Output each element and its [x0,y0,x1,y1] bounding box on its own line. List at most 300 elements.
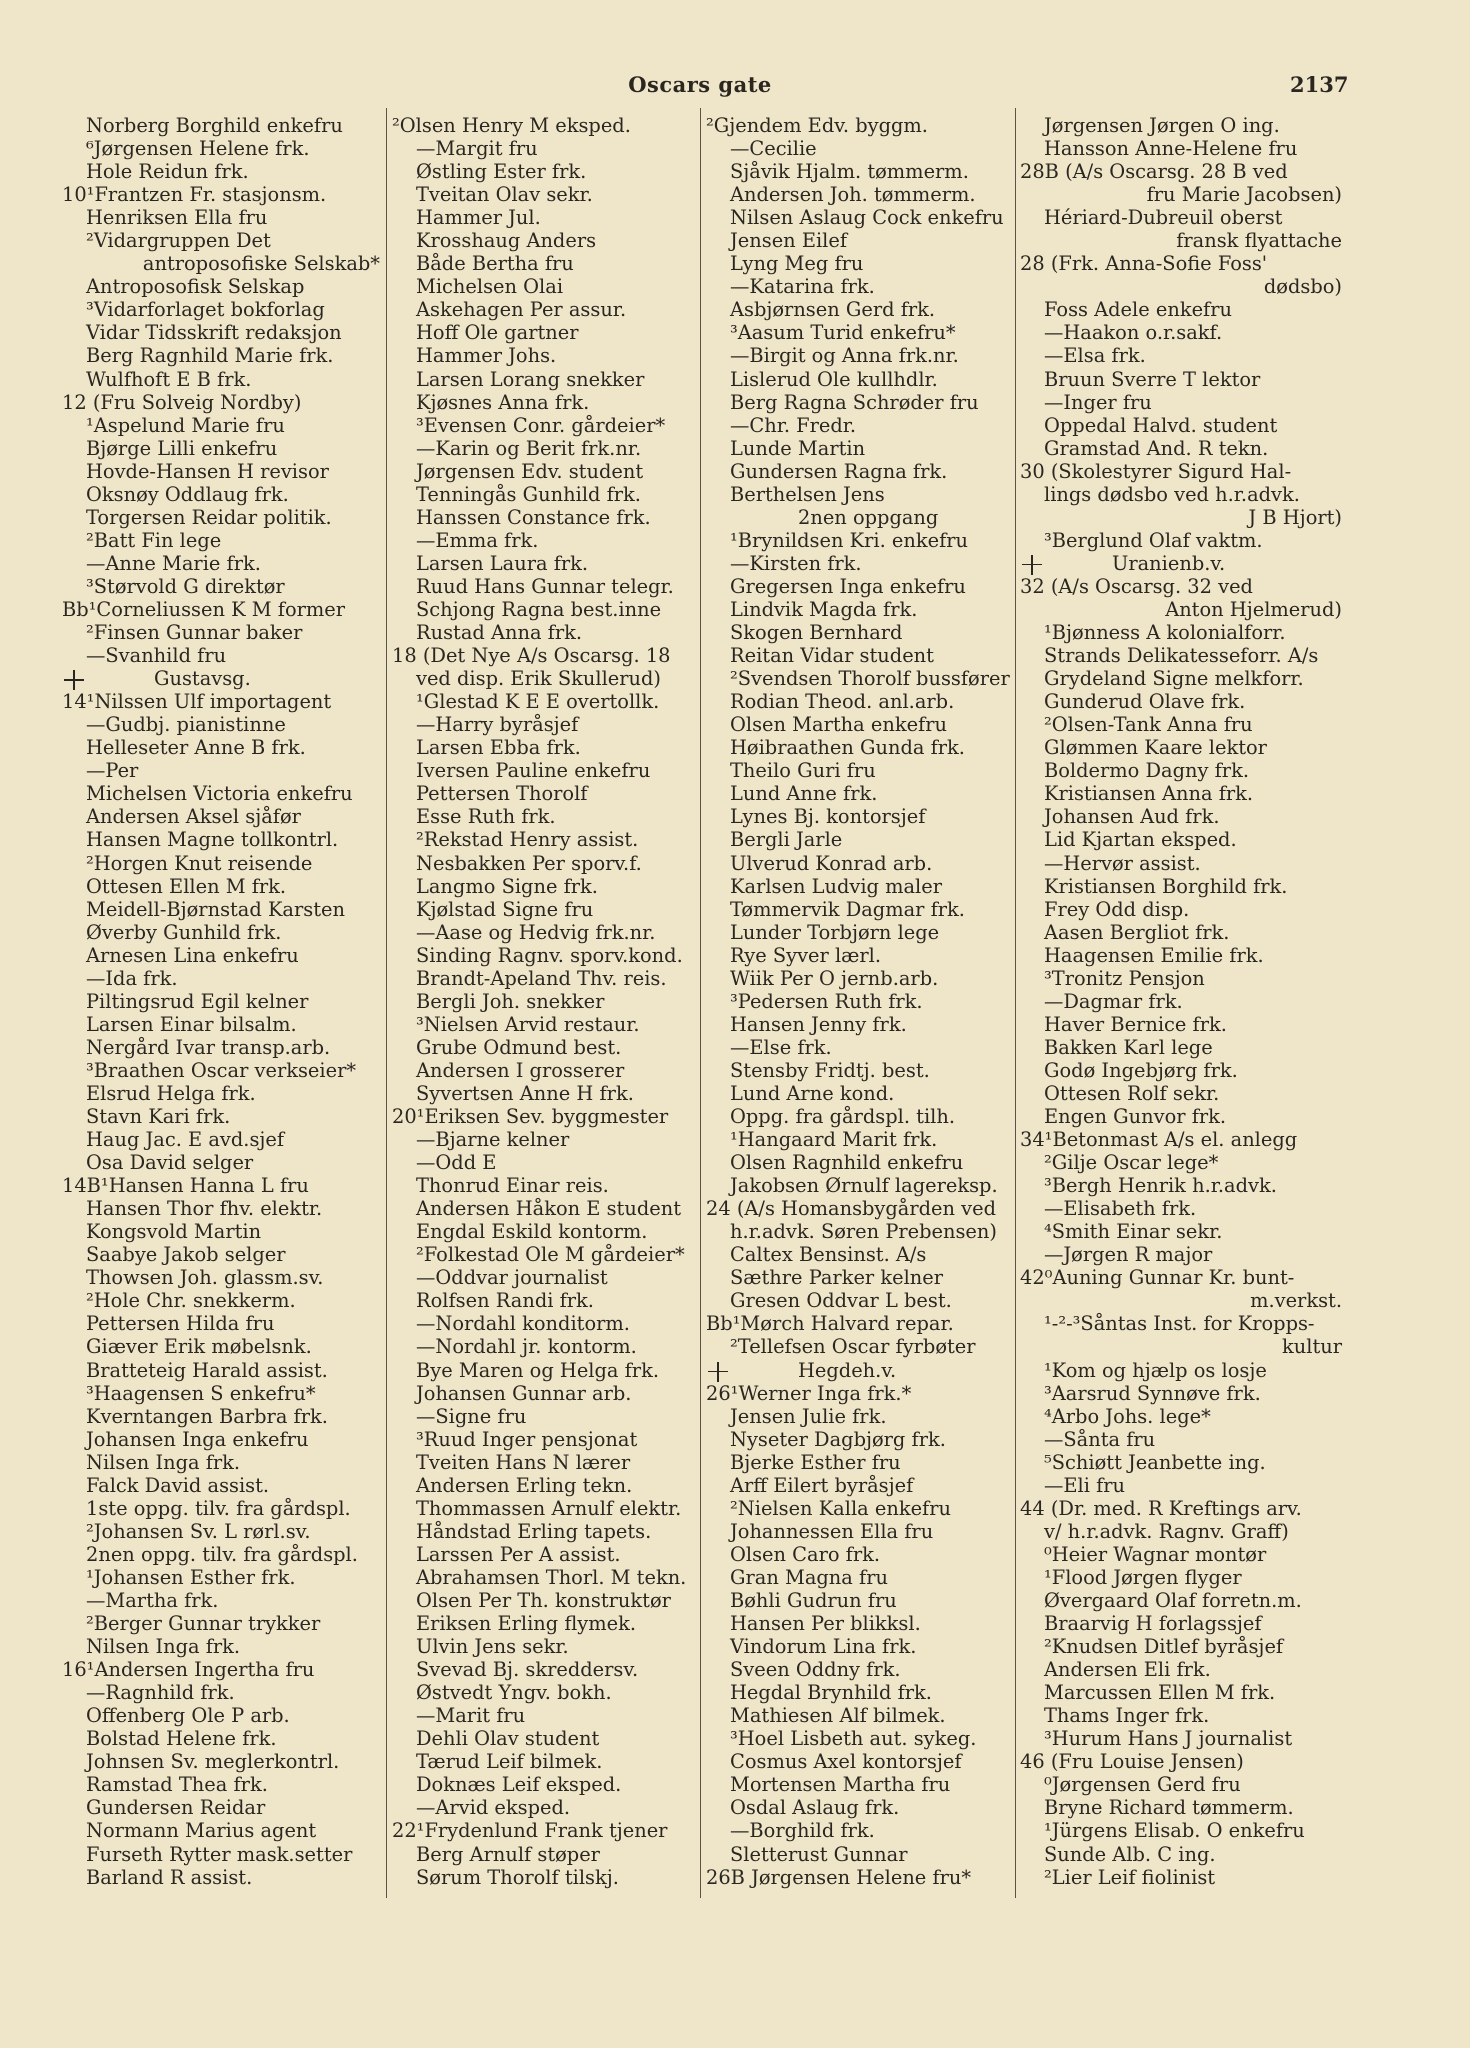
directory-entry: ³Tronitz Pensjon [1044,966,1205,990]
directory-entry: Rolfsen Randi frk. [416,1289,594,1313]
directory-entry: —Karin og Berit frk.nr. [416,436,642,460]
directory-column-3 [706,114,1024,1889]
directory-entry: Thowsen Joh. glassm.sv. [86,1266,324,1290]
cross-street-name: Uranienb.v. [1112,551,1226,575]
directory-entry: Hammer Jul. [416,206,541,230]
directory-entry: Boldermo Dagny frk. [1044,759,1249,783]
directory-entry: Brandt-Apeland Thv. reis. [416,966,667,990]
directory-entry: 26B Jørgensen Helene fru* [706,1865,972,1889]
directory-entry: ³Braathen Oscar verkseier* [86,1058,357,1082]
directory-entry: Kverntangen Barbra frk. [86,1404,328,1428]
directory-entry: —Gudbj. pianistinne [86,713,286,737]
directory-entry: Andersen Joh. tømmerm. [730,183,976,207]
directory-entry: fransk flyattache [1176,229,1342,253]
directory-entry: Andersen Aksel sjåfør [86,805,301,829]
directory-entry: —Cecilie [730,137,817,161]
directory-entry: Rye Syver lærl. [730,943,882,967]
column-divider [386,108,387,1898]
directory-entry: Stensby Fridtj. best. [730,1058,930,1082]
directory-entry: ²Batt Fin lege [86,528,222,552]
directory-entry: Caltex Bensinst. A/s [730,1243,927,1267]
directory-entry: Thommassen Arnulf elektr. [416,1496,682,1520]
directory-entry: Rustad Anna frk. [416,621,583,645]
directory-entry: Kongsvold Martin [86,1220,262,1244]
directory-entry: Sinding Ragnv. sporv.kond. [416,943,683,967]
directory-entry: Sjåvik Hjalm. tømmerm. [730,160,969,184]
directory-entry: lings dødsbo ved h.r.advk. [1044,482,1300,506]
directory-entry: Foss Adele enkefru [1044,298,1232,322]
directory-entry: Hovde-Hansen H revisor [86,459,329,483]
directory-entry: ²Olsen-Tank Anna fru [1044,713,1253,737]
directory-entry: Nilsen Aslaug Cock enkefru [730,206,1004,230]
directory-entry: Hansen Per blikksl. [730,1612,921,1636]
directory-entry: 46 (Fru Louise Jensen) [1020,1750,1244,1774]
directory-entry: J B Hjort) [1248,505,1342,529]
directory-entry: —Arvid eksped. [416,1796,571,1820]
directory-entry: Cosmus Axel kontorsjef [730,1750,962,1774]
directory-entry: Bergli Jarle [730,828,843,852]
directory-entry: Thams Inger frk. [1044,1704,1210,1728]
directory-entry: Engen Gunvor frk. [1044,1105,1227,1129]
directory-entry: —Ida frk. [86,966,178,990]
directory-entry: ³Aarsrud Synnøve frk. [1044,1381,1261,1405]
directory-entry: ¹-²-³Såntas Inst. for Kropps- [1044,1312,1315,1336]
directory-entry: Olsen Martha enkefru [730,713,947,737]
directory-entry: Doknæs Leif eksped. [416,1773,622,1797]
directory-entry: ⁰Heier Wagnar montør [1044,1542,1267,1566]
directory-entry: Nyseter Dagbjørg frk. [730,1427,946,1451]
directory-entry: —Nordahl jr. kontorm. [416,1335,637,1359]
directory-entry: antroposofiske Selskab* [142,252,380,276]
directory-entry: m.verkst. [1250,1289,1342,1313]
directory-entry: ²Knudsen Ditlef byråsjef [1044,1635,1284,1659]
directory-entry: —Elsa frk. [1044,344,1146,368]
directory-entry: v/ h.r.advk. Ragnv. Graff) [1044,1519,1289,1543]
directory-entry: Skogen Bernhard [730,621,903,645]
directory-entry: 2nen oppgang [798,505,939,529]
page-title: Oscars gate [628,72,772,97]
directory-entry: h.r.advk. Søren Prebensen) [730,1220,997,1244]
directory-entry: —Svanhild fru [86,644,227,668]
directory-entry: Frey Odd disp. [1044,897,1190,921]
directory-entry: Norberg Borghild enkefru [86,114,343,137]
directory-entry: ²Svendsen Thorolf bussfører [730,667,1010,691]
directory-entry: Bjørge Lilli enkefru [86,436,278,460]
directory-entry: Piltingsrud Egil kelner [86,989,309,1013]
directory-entry: 44 (Dr. med. R Kreftings arv. [1020,1496,1302,1520]
directory-entry: Vidar Tidsskrift redaksjon [86,321,342,345]
directory-entry: Abrahamsen Thorl. M tekn. [416,1565,687,1589]
directory-entry: Gregersen Inga enkefru [730,574,966,598]
directory-entry: 28B (A/s Oscarsg. 28 B ved [1020,160,1288,184]
directory-entry: Iversen Pauline enkefru [416,759,651,783]
directory-entry: Elsrud Helga frk. [86,1081,256,1105]
directory-entry: Andersen I grosserer [416,1058,625,1082]
directory-entry: ¹Bjønness A kolonialforr. [1044,621,1286,645]
directory-entry: 12 (Fru Solveig Nordby) [62,390,302,414]
directory-entry: ³Evensen Conr. gårdeier* [416,413,666,437]
directory-entry: ²Rekstad Henry assist. [416,828,639,852]
directory-entry: Jakobsen Ørnulf lagereksp. [730,1174,998,1198]
directory-entry: ¹Flood Jørgen flyger [1044,1565,1242,1589]
directory-entry: Lynes Bj. kontorsjef [730,805,926,829]
directory-entry: —Harry byråsjef [416,713,579,737]
directory-entry: Giæver Erik møbelsnk. [86,1335,312,1359]
directory-entry: Haagensen Emilie frk. [1044,943,1264,967]
directory-entry: Gran Magna fru [730,1565,888,1589]
directory-entry: 18 (Det Nye A/s Oscarsg. 18 [392,644,671,668]
directory-entry: —Sånta fru [1044,1427,1156,1451]
directory-entry: Berthelsen Jens [730,482,885,506]
directory-entry: Hanssen Constance frk. [416,505,651,529]
directory-entry: Marcussen Ellen M frk. [1044,1681,1276,1705]
directory-entry: Kristiansen Borghild frk. [1044,874,1288,898]
directory-entry: ³Pedersen Ruth frk. [730,989,923,1013]
directory-entry: Meidell-Bjørnstad Karsten [86,897,345,921]
directory-entry: Hansen Magne tollkontrl. [86,828,339,852]
directory-entry: —Chr. Fredr. [730,413,857,437]
directory-entry: —Jørgen R major [1044,1243,1213,1267]
directory-entry: Gunderud Olave frk. [1044,690,1246,714]
directory-column-2 [392,114,710,1889]
directory-entry: dødsbo) [1263,275,1342,299]
directory-entry: Langmo Signe frk. [416,874,598,898]
directory-entry: —Birgit og Anna frk.nr. [730,344,959,368]
directory-entry: Hériard-Dubreuil oberst [1044,206,1283,230]
directory-entry: Bb¹Corneliussen K M former [62,597,346,621]
directory-entry: Østling Ester frk. [416,160,587,184]
directory-entry: ¹Aspelund Marie fru [86,413,285,437]
directory-entry: Bb¹Mørch Halvard repar. [706,1312,954,1336]
directory-entry: Helleseter Anne B frk. [86,736,306,760]
directory-column-1 [62,114,380,1889]
directory-entry: ¹Glestad K E E overtollk. [416,690,660,714]
directory-entry: Jørgensen Edv. student [416,459,644,483]
directory-entry: Nergård Ivar transp.arb. [86,1035,331,1059]
directory-entry: ³Hurum Hans J journalist [1044,1727,1293,1751]
directory-entry: Bjerke Esther fru [730,1450,901,1474]
directory-entry: Mortensen Martha fru [730,1773,951,1797]
directory-entry: Larsen Lorang snekker [416,367,645,391]
directory-entry: ³Hoel Lisbeth aut. sykeg. [730,1727,977,1751]
directory-entry: Bruun Sverre T lektor [1044,367,1261,391]
directory-entry: Ottesen Ellen M frk. [86,874,287,898]
directory-entry: ³Ruud Inger pensjonat [416,1427,638,1451]
directory-entry: Ruud Hans Gunnar telegr. [416,574,674,598]
directory-entry: Kjøsnes Anna frk. [416,390,590,414]
directory-entry: Falck David assist. [86,1473,270,1497]
directory-entry: Haver Bernice frk. [1044,1012,1227,1036]
directory-entry: Osdal Aslaug frk. [730,1796,900,1820]
directory-entry: 2nen oppg. tilv. fra gårdspl. [86,1542,358,1566]
directory-entry: kultur [1282,1335,1342,1359]
directory-entry: —Dagmar frk. [1044,989,1183,1013]
directory-entry: Krosshaug Anders [416,229,597,253]
directory-entry: Sveen Oddny frk. [730,1658,901,1682]
directory-entry: Øverby Gunhild frk. [86,920,282,944]
directory-entry: Gramstad And. R tekn. [1044,436,1269,460]
directory-entry: 42⁰Auning Gunnar Kr. bunt- [1020,1266,1295,1290]
directory-entry: Saabye Jakob selger [86,1243,286,1267]
directory-entry: Syvertsen Anne H frk. [416,1081,634,1105]
directory-entry: Hole Reidun frk. [86,160,249,184]
directory-entry: Olsen Caro frk. [730,1542,881,1566]
directory-entry: Wiik Per O jernb.arb. [730,966,939,990]
directory-entry: ³Størvold G direktør [86,574,285,598]
directory-entry: ²Berger Gunnar trykker [86,1612,321,1636]
cross-street-entry [706,1359,1024,1382]
directory-entry: Johansen Aud frk. [1044,805,1220,829]
directory-entry: Ottesen Rolf sekr. [1044,1081,1220,1105]
directory-entry: Furseth Rytter mask.setter [86,1842,353,1866]
directory-entry: Hoff Ole gartner [416,321,579,345]
directory-entry: Larsen Laura frk. [416,551,589,575]
directory-entry: 16¹Andersen Ingertha fru [62,1658,315,1682]
directory-entry: Oppedal Halvd. student [1044,413,1278,437]
directory-entry: Andersen Håkon E student [416,1197,681,1221]
directory-entry: ⁰Jørgensen Gerd fru [1044,1773,1241,1797]
directory-entry: 10¹Frantzen Fr. stasjonsm. [62,183,327,207]
cross-street-icon [706,1362,730,1382]
directory-entry: Dehli Olav student [416,1727,600,1751]
directory-entry: Hansen Thor fhv. elektr. [86,1197,323,1221]
directory-entry: Ramstad Thea frk. [86,1773,268,1797]
directory-entry: ²Vidargruppen Det [86,229,271,253]
directory-entry: Andersen Erling tekn. [416,1473,633,1497]
directory-entry: —Anne Marie frk. [86,551,261,575]
directory-entry: Nilsen Inga frk. [86,1635,241,1659]
directory-entry: Sæthre Parker kelner [730,1266,944,1290]
directory-entry: Asbjørnsen Gerd frk. [730,298,936,322]
directory-entry: Aasen Bergliot frk. [1044,920,1230,944]
directory-entry: ¹Jürgens Elisab. O enkefru [1044,1819,1305,1843]
directory-entry: Esse Ruth frk. [416,805,556,829]
directory-entry: 20¹Eriksen Sev. byggmester [392,1105,669,1129]
directory-entry: Andersen Eli frk. [1044,1658,1211,1682]
directory-entry: 34¹Betonmast A/s el. anlegg [1020,1128,1298,1152]
directory-entry: —Inger fru [1044,390,1152,414]
directory-entry: Oppg. fra gårdspl. tilh. [730,1105,956,1129]
directory-entry: Hansson Anne-Helene fru [1044,137,1298,161]
directory-entry: Nilsen Inga frk. [86,1450,241,1474]
directory-entry: Tømmervik Dagmar frk. [730,897,965,921]
directory-entry: Askehagen Per assur. [416,298,627,322]
directory-entry: ⁵Schiøtt Jeanbette ing. [1044,1450,1266,1474]
directory-entry: ²Gjendem Edv. byggm. [706,114,928,137]
directory-entry: ⁴Arbo Johs. lege* [1044,1404,1211,1428]
directory-entry: ³Vidarforlaget bokforlag [86,298,325,322]
directory-entry: —Margit fru [416,137,538,161]
directory-entry: Johansen Gunnar arb. [416,1381,632,1405]
directory-entry: Grube Odmund best. [416,1035,622,1059]
directory-entry: Jensen Julie frk. [730,1404,887,1428]
directory-entry: Ulvin Jens sekr. [416,1635,569,1659]
directory-entry: Svevad Bj. skreddersv. [416,1658,639,1682]
directory-entry: Thonrud Einar reis. [416,1174,609,1198]
directory-entry: ³Aasum Turid enkefru* [730,321,956,345]
directory-entry: ²Gilje Oscar lege* [1044,1151,1219,1175]
directory-entry: ved disp. Erik Skullerud) [416,667,661,691]
directory-entry: ²Hole Chr. snekkerm. [86,1289,296,1313]
directory-entry: Wulfhoft E B frk. [86,367,252,391]
directory-entry: ²Nielsen Kalla enkefru [730,1496,951,1520]
directory-entry: Både Bertha fru [416,252,574,276]
directory-entry: Hegdal Brynhild frk. [730,1681,932,1705]
directory-entry: Høibraathen Gunda frk. [730,736,965,760]
directory-entry: ³Bergh Henrik h.r.advk. [1044,1174,1277,1198]
directory-entry: Lyng Meg fru [730,252,864,276]
directory-entry: Theilo Guri fru [730,759,876,783]
directory-entry: Lunder Torbjørn lege [730,920,940,944]
directory-entry: —Else frk. [730,1035,832,1059]
directory-entry: ²Lier Leif fiolinist [1044,1865,1216,1889]
directory-entry: Bye Maren og Helga frk. [416,1358,659,1382]
directory-entry: Osa David selger [86,1151,254,1175]
directory-entry: —Signe fru [416,1404,527,1428]
directory-entry: —Aase og Hedvig frk.nr. [416,920,656,944]
directory-entry: —Hervør assist. [1044,851,1201,875]
directory-entry: Lund Anne frk. [730,782,878,806]
directory-entry: ¹Kom og hjælp os losje [1044,1358,1267,1382]
directory-entry: —Bjarne kelner [416,1128,570,1152]
directory-entry: ⁶Jørgensen Helene frk. [86,137,310,161]
cross-street-icon [1020,555,1044,575]
directory-entry: Sletterust Gunnar [730,1842,908,1866]
directory-entry: Kristiansen Anna frk. [1044,782,1254,806]
directory-entry: Lid Kjartan eksped. [1044,828,1237,852]
directory-entry: Normann Marius agent [86,1819,317,1843]
directory-entry: Arnesen Lina enkefru [86,943,299,967]
directory-entry: 22¹Frydenlund Frank tjener [392,1819,668,1843]
directory-entry: —Emma frk. [416,528,539,552]
directory-entry: Bolstad Helene frk. [86,1727,277,1751]
directory-entry: Anton Hjelmerud) [1165,597,1342,621]
directory-entry: Mathiesen Alf bilmek. [730,1704,946,1728]
directory-entry: Lund Arne kond. [730,1081,895,1105]
directory-entry: ¹Johansen Esther frk. [86,1565,296,1589]
directory-entry: Schjong Ragna best.inne [416,597,662,621]
directory-entry: ²Finsen Gunnar baker [86,621,303,645]
directory-entry: —Katarina frk. [730,275,875,299]
directory-entry: Michelsen Victoria enkefru [86,782,353,806]
directory-entry: Larssen Per A assist. [416,1542,621,1566]
directory-entry: —Martha frk. [86,1589,219,1612]
directory-entry: 30 (Skolestyrer Sigurd Hal- [1020,459,1292,483]
directory-entry: Sunde Alb. C ing. [1044,1842,1216,1866]
directory-entry: Larsen Einar bilsalm. [86,1012,297,1036]
directory-entry: Bøhli Gudrun fru [730,1589,897,1612]
directory-entry: ²Johansen Sv. L rørl.sv. [86,1519,311,1543]
directory-entry: Reitan Vidar student [730,644,934,668]
directory-entry: Berg Arnulf støper [416,1842,600,1866]
directory-entry: Braarvig H forlagssjef [1044,1612,1262,1636]
directory-entry: Olsen Per Th. konstruktør [416,1589,671,1612]
directory-entry: —Oddvar journalist [416,1266,608,1290]
directory-entry: Lindvik Magda frk. [730,597,918,621]
directory-entry: Johansen Inga enkefru [86,1427,309,1451]
directory-entry: Berg Ragnhild Marie frk. [86,344,334,368]
directory-entry: Torgersen Reidar politik. [86,505,332,529]
page-number: 2137 [1290,72,1349,97]
directory-entry: —Ragnhild frk. [86,1681,235,1705]
cross-street-entry [62,667,380,690]
directory-entry: Bergli Joh. snekker [416,989,605,1013]
directory-entry: Antroposofisk Selskap [86,275,305,299]
directory-entry: Gundersen Ragna frk. [730,459,948,483]
directory-entry: ¹Hangaard Marit frk. [730,1128,938,1152]
directory-entry: ³Haagensen S enkefru* [86,1381,316,1405]
directory-entry: 32 (A/s Oscarsg. 32 ved [1020,574,1253,598]
directory-entry: Godø Ingebjørg frk. [1044,1058,1238,1082]
directory-entry: Pettersen Thorolf [416,782,588,806]
directory-entry: 24 (A/s Homansbygården ved [706,1197,997,1221]
directory-entry: 28 (Frk. Anna-Sofie Foss' [1020,252,1268,276]
directory-entry: —Odd E [416,1151,497,1175]
directory-entry: Berg Ragna Schrøder fru [730,390,979,414]
directory-entry: 14B¹Hansen Hanna L fru [62,1174,309,1198]
directory-entry: Østvedt Yngv. bokh. [416,1681,612,1705]
directory-entry: —Haakon o.r.sakf. [1044,321,1223,345]
directory-entry: Lunde Martin [730,436,866,460]
directory-entry: Jensen Eilef [730,229,848,253]
directory-entry: ³Berglund Olaf vaktm. [1044,528,1263,552]
directory-entry: Michelsen Olai [416,275,564,299]
directory-entry: Hammer Johs. [416,344,557,368]
cross-street-name: Hegdeh.v. [798,1358,897,1382]
directory-entry: Hansen Jenny frk. [730,1012,907,1036]
directory-entry: Lislerud Ole kullhdlr. [730,367,938,391]
directory-entry: ³Nielsen Arvid restaur. [416,1012,640,1036]
directory-entry: Bakken Karl lege [1044,1035,1213,1059]
directory-entry: —Kirsten frk. [730,551,862,575]
directory-entry: —Elisabeth frk. [1044,1197,1197,1221]
directory-entry: Arff Eilert byråsjef [730,1473,914,1497]
directory-entry: Henriksen Ella fru [86,206,268,230]
directory-entry: Tærud Leif bilmek. [416,1750,603,1774]
directory-entry: Strands Delikatesseforr. A/s [1044,644,1319,668]
directory-entry: ²Horgen Knut reisende [86,851,313,875]
directory-entry: Eriksen Erling flymek. [416,1612,637,1636]
directory-entry: Gundersen Reidar [86,1796,266,1820]
directory-entry: Kjølstad Signe fru [416,897,594,921]
directory-entry: Glømmen Kaare lektor [1044,736,1267,760]
directory-entry: fru Marie Jacobsen) [1146,183,1342,207]
directory-entry: ⁴Smith Einar sekr. [1044,1220,1223,1244]
directory-entry: Rodian Theod. anl.arb. [730,690,955,714]
directory-entry: Pettersen Hilda fru [86,1312,275,1336]
directory-entry: 26¹Werner Inga frk.* [706,1381,912,1405]
directory-entry: Ulverud Konrad arb. [730,851,933,875]
directory-entry: Stavn Kari frk. [86,1105,231,1129]
cross-street-icon [62,670,86,690]
directory-entry: Haug Jac. E avd.sjef [86,1128,285,1152]
directory-entry: ²Olsen Henry M eksped. [392,114,631,137]
directory-entry: Larsen Ebba frk. [416,736,581,760]
directory-entry: Engdal Eskild kontorm. [416,1220,648,1244]
directory-entry: Oksnøy Oddlaug frk. [86,482,289,506]
directory-entry: Jørgensen Jørgen O ing. [1044,114,1280,137]
directory-entry: Offenberg Ole P arb. [86,1704,290,1728]
directory-entry: —Nordahl konditorm. [416,1312,630,1336]
directory-entry: Grydeland Signe melkforr. [1044,667,1304,691]
directory-entry: ²Tellefsen Oscar fyrbøter [730,1335,976,1359]
directory-entry: Johannessen Ella fru [730,1519,934,1543]
directory-entry: Tveiten Hans N lærer [416,1450,631,1474]
directory-entry: —Borghild frk. [730,1819,875,1843]
directory-entry: Nesbakken Per sporv.f. [416,851,642,875]
directory-entry: Gresen Oddvar L best. [730,1289,952,1313]
directory-entry: Karlsen Ludvig maler [730,874,942,898]
